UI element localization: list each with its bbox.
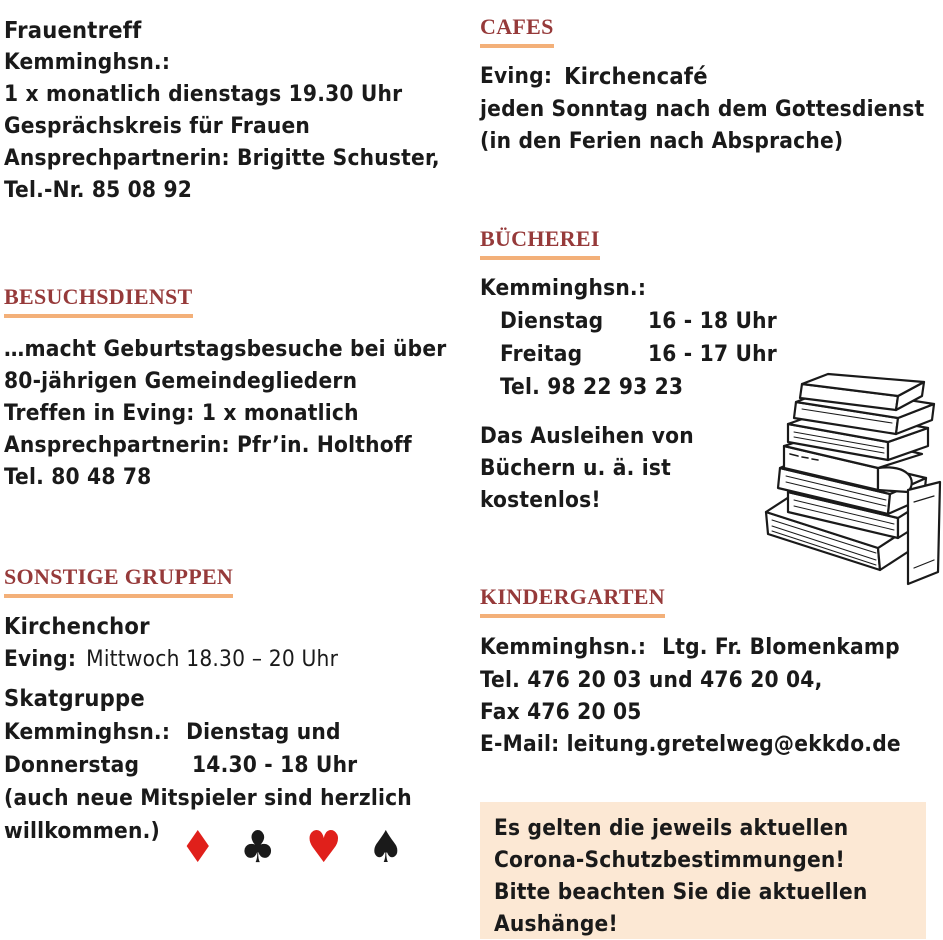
text-line: Fax 476 20 05 — [480, 699, 642, 725]
besuchsdienst-text — [4, 333, 446, 493]
buecherei-phone: Tel. 98 22 93 23 — [500, 374, 684, 400]
cafes-text — [480, 93, 924, 157]
text-line: …macht Geburtstagsbesuche bei über — [4, 336, 447, 362]
cafes-place: Eving: — [480, 63, 553, 89]
schedule-day: Freitag — [500, 341, 583, 367]
kirchenchor-place: Eving: — [4, 646, 77, 672]
notice-line: Bitte beachten Sie die aktuellen — [494, 879, 868, 905]
buecherei-note — [480, 420, 694, 516]
kirchenchor-line — [4, 643, 338, 675]
schedule-day: Dienstag — [500, 308, 604, 334]
notice-line: Es gelten die jeweils aktuellen — [494, 815, 849, 841]
text-line: 80-jährigen Gemeindegliedern — [4, 368, 358, 394]
text-line: Das Ausleihen von — [480, 423, 694, 449]
text-line: Tel. 476 20 03 und 476 20 04, — [480, 667, 823, 693]
kindergarten-contact: Ltg. Fr. Blomenkamp — [662, 634, 900, 660]
skatgruppe-title: Skatgruppe — [4, 684, 145, 712]
text-line: kostenlos! — [480, 487, 601, 513]
skatgruppe-day: Dienstag und — [186, 719, 341, 745]
kirchencafe-name: Kirchencafé — [564, 62, 708, 90]
kindergarten-email: E-Mail: leitung.gretelweg@ekkdo.de — [480, 731, 901, 757]
kirchenchor-title: Kirchenchor — [4, 612, 150, 640]
schedule-row — [500, 338, 777, 370]
heart-icon: ♥ — [306, 822, 342, 873]
schedule-time: 16 - 18 Uhr — [648, 308, 777, 334]
skatgruppe-time: 14.30 - 18 Uhr — [192, 752, 358, 778]
kindergarten-line — [480, 631, 900, 663]
skatgruppe-note: willkommen.) — [4, 818, 160, 844]
besuchsdienst-heading: BESUCHSDIENST — [4, 284, 193, 318]
text-line: Ansprechpartnerin: Pfr’in. Holthoff — [4, 432, 412, 458]
kirchenchor-time: Mittwoch 18.30 – 20 Uhr — [86, 646, 339, 672]
schedule-time: 16 - 17 Uhr — [648, 341, 777, 367]
kindergarten-text — [480, 664, 901, 760]
skatgruppe-line — [4, 716, 341, 748]
schedule-row — [500, 305, 777, 337]
text-line: (in den Ferien nach Absprache) — [480, 128, 844, 154]
buecherei-place: Kemminghsn.: — [480, 275, 647, 301]
text-line: Tel. 80 48 78 — [4, 464, 152, 490]
corona-notice-box — [480, 802, 926, 939]
cafes-line — [480, 60, 708, 92]
notice-line: Corona-Schutzbestimmungen! — [494, 847, 845, 873]
kindergarten-heading: KINDERGARTEN — [480, 584, 665, 618]
diamond-icon: ♦ — [180, 822, 216, 873]
text-line: Tel.-Nr. 85 08 92 — [4, 177, 193, 203]
frauentreff-title: Frauentreff — [4, 16, 142, 44]
text-line: Büchern u. ä. ist — [480, 455, 672, 481]
stacked-books-icon — [758, 372, 942, 604]
text-line: Kemminghsn.: — [4, 49, 171, 75]
skatgruppe-note: (auch neue Mitspieler sind herzlich — [4, 785, 412, 811]
text-line: Treffen in Eving: 1 x monatlich — [4, 400, 359, 426]
text-line: Gesprächskreis für Frauen — [4, 113, 311, 139]
notice-line: Aushänge! — [494, 911, 618, 937]
frauentreff-text — [4, 46, 440, 206]
spade-icon: ♠ — [368, 822, 404, 873]
sonstige-gruppen-heading: SONSTIGE GRUPPEN — [4, 564, 233, 598]
text-line: Ansprechpartnerin: Brigitte Schuster, — [4, 145, 440, 171]
cafes-heading: CAFES — [480, 14, 554, 48]
text-line: jeden Sonntag nach dem Gottesdienst — [480, 96, 925, 122]
buecherei-heading: BÜCHEREI — [480, 226, 600, 260]
kindergarten-place: Kemminghsn.: — [480, 634, 647, 660]
skatgruppe-line — [4, 749, 357, 781]
skatgruppe-day: Donnerstag — [4, 752, 140, 778]
text-line: 1 x monatlich dienstags 19.30 Uhr — [4, 81, 403, 107]
club-icon: ♣ — [240, 822, 276, 873]
skatgruppe-place: Kemminghsn.: — [4, 719, 171, 745]
